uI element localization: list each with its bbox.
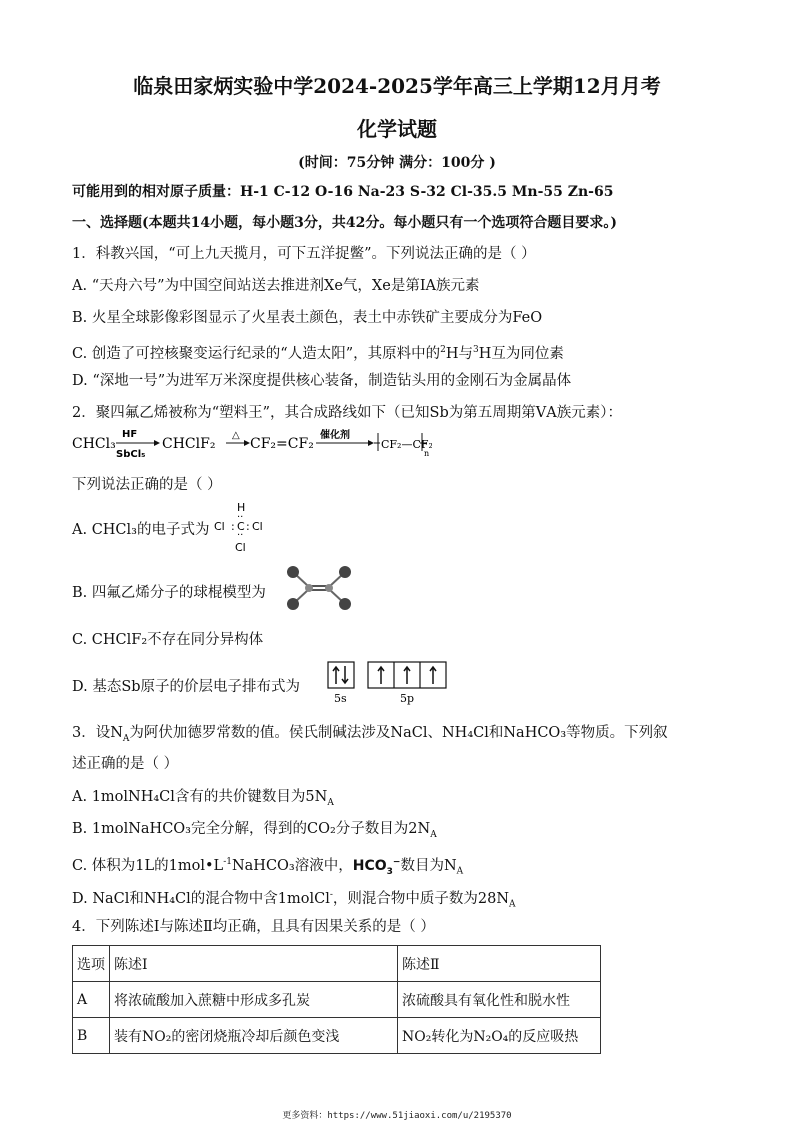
- q1-c-mid: H与: [445, 345, 474, 362]
- q1-option-d: D. “深地一号”为进军万米深度提供核心装备，制造钻头用的金刚石为金属晶体: [72, 373, 572, 389]
- q4-table: [72, 945, 601, 1054]
- q1-c-h2-mass: 2: [440, 345, 446, 355]
- q3-b-sub: A: [430, 829, 437, 840]
- table-cell: 浓硫酸具有氧化性和脱水性: [398, 982, 601, 1018]
- atom-c-1: [305, 584, 313, 592]
- q3-c-ion-sub: 3: [386, 866, 393, 877]
- q2-option-d: D. 基态Sb原子的价层电子排布式为: [72, 679, 301, 695]
- q3-c-ion: [352, 857, 401, 877]
- q3-option-a: [72, 788, 334, 812]
- ef-dots-left: :: [231, 520, 235, 533]
- route-sbcl5: SbCl₅: [116, 449, 146, 460]
- ball-stick-svg: [284, 564, 354, 612]
- q2-option-c: C. CHClF₂不存在同分异构体: [72, 632, 264, 648]
- q2-option-a: [72, 521, 209, 539]
- table-row: [73, 982, 601, 1018]
- ef-h: H: [237, 501, 246, 514]
- orbital-5p-label: 5p: [400, 692, 415, 705]
- q3-a-text: A. 1molNH₄Cl含有的共价键数目为5N: [72, 789, 328, 805]
- atomic-masses: 可能用到的相对原子质量：H-1 C-12 O-16 Na-23 S-32 Cl-35.5 Mn-55 Zn-65: [72, 184, 614, 200]
- table-cell: 将浓硫酸加入蔗糖中形成多孔炭: [110, 982, 398, 1018]
- route-chclf2: CHClF₂: [162, 436, 216, 452]
- ball-stick-model: [284, 564, 354, 612]
- ef-cl-left: Cl: [214, 520, 225, 533]
- route-cf2cf2: CF₂=CF₂: [250, 436, 314, 452]
- chcl3-electron-formula: [214, 500, 274, 556]
- q3-option-d: [72, 886, 516, 914]
- q3-c-pre: C. 体积为1L的1mol•L: [72, 857, 224, 874]
- route-hf: HF: [122, 429, 138, 440]
- q1-stem: 1．科教兴国，“可上九天揽月，可下五洋捉鳖”。下列说法正确的是（ ）: [72, 246, 536, 262]
- q3-b-text: B. 1molNaHCO₃完全分解，得到的CO₂分子数目为2N: [72, 821, 431, 837]
- atom-f-3: [339, 566, 351, 578]
- footer-link-text: 更多资料：https://www.51jiaoxi.com/u/2195370: [282, 1111, 512, 1121]
- q4-stem: 4．下列陈述Ⅰ与陈述Ⅱ均正确，且具有因果关系的是（ ）: [72, 919, 435, 935]
- table-header-row: [73, 946, 601, 982]
- route-arrow-1-head: [154, 440, 160, 446]
- q3-c-ion-text: HCO: [352, 857, 387, 874]
- q3-option-b: [72, 820, 437, 844]
- table-header-cell: 陈述Ⅱ: [398, 946, 601, 982]
- q1-option-b: B. 火星全球影像彩图显示了火星表土颜色，表土中赤铁矿主要成分为FeO: [72, 310, 543, 326]
- ef-dots-top: ··: [237, 512, 244, 523]
- table-cell: 装有NO₂的密闭烧瓶冷却后颜色变浅: [110, 1018, 398, 1054]
- atom-f-4: [339, 598, 351, 610]
- synthesis-route: [72, 424, 432, 464]
- q2-option-b: B. 四氟乙烯分子的球棍模型为: [72, 585, 266, 601]
- section-title: 一、选择题(本题共14小题，每小题3分，共42分。每小题只有一个选项符合题目要求。): [72, 215, 617, 231]
- orbital-diagram: [326, 660, 466, 706]
- route-chcl3: CHCl₃: [72, 436, 116, 452]
- q3-d-post: ，则混合物中质子数为28N: [332, 890, 510, 907]
- ef-dots-bottom: ··: [237, 530, 244, 541]
- spin-up-5p-1: [378, 667, 384, 684]
- q3-stem-pre: 3．设N: [72, 725, 123, 741]
- q3-d-pre: D. NaCl和NH₄Cl的混合物中含1molCl: [72, 890, 330, 907]
- spin-down-5s: [342, 666, 348, 683]
- ef-cl-right: Cl: [252, 520, 263, 533]
- table-cell: A: [73, 982, 110, 1018]
- orbital-5s-label: 5s: [334, 692, 347, 705]
- route-catalyst: 催化剂: [320, 430, 350, 441]
- route-delta: △: [232, 430, 240, 441]
- q3-stem-line1: [72, 724, 668, 748]
- q3-a-sub: A: [327, 797, 334, 808]
- exam-subtitle: 化学试题: [357, 117, 437, 141]
- time-info: (时间：75分钟 满分：100分 ): [298, 155, 496, 171]
- exam-title: 临泉田家炳实验中学2024-2025学年高三上学期12月月考: [133, 74, 661, 98]
- ef-dots-right: :: [246, 520, 250, 533]
- atom-c-2: [325, 584, 333, 592]
- table-header-cell: 选项: [73, 946, 110, 982]
- q2-stem: 2．聚四氟乙烯被称为“塑料王”，其合成路线如下（已知Sb为第五周期第ⅤA族元素）：: [72, 405, 622, 421]
- q3-c-ion-sup: −: [392, 857, 401, 868]
- table-cell: NO₂转化为N₂O₄的反应吸热: [398, 1018, 601, 1054]
- q3-stem-sub: A: [122, 733, 130, 744]
- ef-cl-bottom: Cl: [235, 541, 246, 554]
- q2-ask: 下列说法正确的是（ ）: [72, 477, 222, 493]
- q1-c-pre: C. 创造了可控核聚变运行纪录的“人造太阳”，其原料中的: [72, 345, 441, 362]
- q3-stem-line2: 述正确的是（ ）: [72, 756, 179, 772]
- route-arrow-3-head: [368, 440, 374, 446]
- atom-f-1: [287, 566, 299, 578]
- ef-c: C: [237, 520, 245, 533]
- q1-c-h3-mass: 3: [473, 345, 479, 355]
- electron-formula-svg: [214, 500, 274, 556]
- q3-d-sup: -: [329, 890, 333, 900]
- q3-c-sup: -1: [223, 857, 232, 867]
- q1-option-a: A. “天舟六号”为中国空间站送去推进剂Xe气，Xe是第ⅠA族元素: [72, 278, 480, 294]
- q1-option-c: [72, 341, 564, 363]
- spin-up-5s: [333, 667, 339, 684]
- q2-a-text: A. CHCl₃的电子式为: [72, 522, 210, 538]
- q3-stem-post: 为阿伏加德罗常数的值。侯氏制碱法涉及NaCl、NH₄Cl和NaHCO₃等物质。下列叙: [129, 725, 668, 741]
- table-row: [73, 1018, 601, 1054]
- route-polymer: CF₂—CF₂: [381, 438, 432, 451]
- spin-up-5p-3: [430, 667, 436, 684]
- atom-f-2: [287, 598, 299, 610]
- table-cell: B: [73, 1018, 110, 1054]
- route-n: n: [424, 449, 430, 458]
- table-header-cell: 陈述Ⅰ: [110, 946, 398, 982]
- synthesis-route-svg: [72, 424, 432, 464]
- q3-option-c: [72, 853, 463, 881]
- orbital-svg: [326, 660, 466, 706]
- q3-c-mid: NaHCO₃溶液中，: [231, 857, 353, 874]
- spin-up-5p-2: [404, 667, 410, 684]
- q3-d-sub: A: [509, 899, 516, 910]
- orbital-5s-box: [328, 662, 354, 688]
- q3-c-sub: A: [456, 866, 464, 877]
- q3-c-post: 数目为N: [400, 857, 457, 874]
- q1-c-post: H互为同位素: [478, 345, 564, 362]
